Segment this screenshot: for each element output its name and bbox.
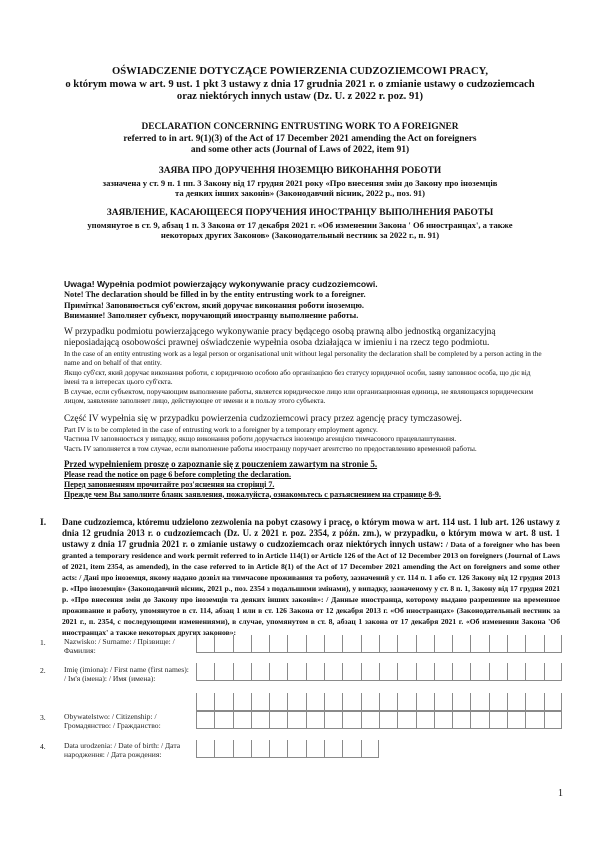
surname-input[interactable]	[196, 635, 562, 653]
title-ru-heading: ЗАЯВЛЕНИЕ, КАСАЮЩЕЕСЯ ПОРУЧЕНИЯ ИНОСТРАНЦУ ВЫПОЛНЕНИЯ РАБОТЫ	[106, 208, 494, 218]
section-1-text-pl: Dane cudzoziemca, któremu udzielono zezwolenia na pobyt czasowy i pracę, o którym mowa w art. 114 ust. 1 lub art. 126 ustawy z dnia 12 grudnia 2013 r. o cudzoziemcach (Dz. U. z 2021 r. poz. 2354, z późn. zm.), w przypadku, o którym mowa w art. 8 ust. 1 ustawy z dnia 17 grudnia 2021 r. o zmianie ustawy o cudzoziemcach oraz niektórych innych ustaw:	[62, 517, 560, 549]
citizenship-label: Obywatelstwo: / Citizenship: / Громадянство: / Гражданство:	[64, 712, 161, 731]
part-iv-note	[64, 414, 548, 453]
section-1-text-translations: / Data of a foreigner who has been granted a temporary residence and work permit referred to in Article 114(1) or Article 126 of the Act of 12 December 2013 on foreigners (Journal of Laws of 2021, item 2354, as amended), in the case referred to in Article 8(1) of the Act of 17 December 2021 amending the Act on foreigners and some other acts: / Дані про іноземця, якому надано дозвіл на тимчасове проживання та роботу, зазначений у ст. 114 п. 1 або ст. 126 Закону від 12 грудня 2013 р. «Про іноземців» (Законодавчий вісник, 2021 р., поз. 2354 з подальшими змінами), у випадку, зазначеному у ст. 8 п. 1, Закону від 17 грудня 2021 р. «Про внесення змін до Закону про іноземців та деяких інших законів»: / Данные иностранца, которому выдано разрешение на временное проживание и работу, упомянутое в ст. 114, абзац 1 или в ст. 126 Закона от 12 декабря 2013 г. «Об иностранцах» (Законодательный вестник за 2021 г., п. 2354, с последующими изменениями), в случае, упомянутом в ст. 8, абзац 1 закона от 17 декабря 2021 г. «Об изменении Закона 'Об иностранцах' а также некоторых других законов»:	[62, 540, 560, 637]
date-of-birth-label: Data urodzenia: / Date of birth: / Дата народження: / Дата рождения:	[64, 741, 181, 760]
first-name-label: Imię (imiona): / First name (first names): / Ім'я (імена): / Имя (имена):	[64, 665, 189, 684]
title-en-heading: DECLARATION CONCERNING ENTRUSTING WORK TO A FOREIGNER	[141, 122, 459, 132]
notice-en: Note! The declaration should be filled in by the entity entrusting work to a foreigner.	[64, 290, 366, 299]
title-ukrainian	[40, 166, 560, 199]
read-instructions-notice	[64, 459, 554, 499]
section-number: I.	[40, 517, 47, 528]
part-iv-uk: Частина IV заповнюється у випадку, якщо виконання роботи доручається іноземцю агенцією тимчасового працевлаштування.	[64, 434, 457, 444]
notice-uk: Примітка! Заповнюється суб'єктом, який доручає виконання роботи іноземцю.	[64, 300, 364, 310]
read-notice-en: Please read the notice on page 6 before completing the declaration.	[64, 470, 291, 479]
legal-note-pl: W przypadku podmiotu powierzającego wykonywanie pracy będącego osobą prawną albo jednostką organizacyjną nieposiadającą osobowości prawnej oświadczenie wypełnia osoba działająca w imieniu i na rzecz tego podmiotu.	[64, 327, 496, 348]
title-en-sub-2: and some other acts (Journal of Laws of 2022, item 91)	[190, 145, 410, 155]
title-polish	[40, 66, 560, 104]
legal-note-uk: Якщо суб'єкт, який доручає виконання роботи, є юридичною особою або організацією без статусу юридичної особи, заяву заповнює особа, що діє від імені та в інтересах цього суб'єкта.	[64, 367, 531, 387]
field-4-number: 4.	[40, 742, 46, 751]
title-uk-sub-2: та деяких інших законів» (Законодавчий вісник, 2022 р., поз. 91)	[175, 188, 425, 199]
title-en-sub-1: referred to in art. 9(1)(3) of the Act of 17 December 2021 amending the Act on foreigners	[123, 133, 477, 144]
read-notice-uk: Перед заповненням прочитайте роз'яснення на сторінці 7.	[64, 479, 275, 489]
title-uk-sub-1: зазначена у ст. 9 п. 1 пп. 3 Закону від 17 грудня 2021 року «Про внесення змін до Закону про іноземців	[102, 177, 498, 188]
first-name-input[interactable]	[196, 663, 562, 681]
citizenship-input[interactable]	[196, 711, 562, 729]
date-of-birth-input[interactable]	[196, 740, 379, 758]
fill-notice	[64, 279, 544, 322]
title-uk-heading: ЗАЯВА ПРО ДОРУЧЕННЯ ІНОЗЕМЦЮ ВИКОНАННЯ РОБОТИ	[158, 166, 442, 176]
field-3-number: 3.	[40, 713, 46, 722]
title-russian	[40, 208, 560, 241]
field-2-number: 2.	[40, 666, 46, 675]
title-ru-sub-2: некоторых других Законов» (Законодательный вестник за 2022 г., п. 91)	[160, 230, 440, 241]
legal-note-en: In the case of an entity entrusting work as a legal person or organisational unit without legal personality the declaration shall be completed by a person acting in the name and on behalf of that entity.	[64, 349, 542, 368]
notice-pl: Uwaga! Wypełnia podmiot powierzający wykonywanie pracy cudzoziemcowi.	[64, 279, 378, 289]
title-english	[40, 122, 560, 157]
section-1-description	[62, 517, 560, 638]
title-pl-sub-1: o którym mowa w art. 9 ust. 1 pkt 3 ustawy z dnia 17 grudnia 2021 r. o zmianie ustawy o cudzoziemcach	[65, 78, 535, 90]
first-name-input-line-2[interactable]	[196, 693, 562, 711]
page-number: 1	[558, 788, 563, 799]
field-1-number: 1.	[40, 638, 46, 647]
part-iv-en: Part IV is to be completed in the case of entrusting work to a foreigner by a temporary employment agency.	[64, 425, 378, 434]
surname-label: Nazwisko: / Surname: / Прізвище: / Фамилия:	[64, 637, 175, 656]
legal-person-note	[64, 327, 548, 405]
title-pl-sub-2: oraz niektórych innych ustaw (Dz. U. z 2022 r. poz. 91)	[176, 91, 424, 102]
read-notice-pl: Przed wypełnieniem proszę o zapoznanie się z pouczeniem zawartym na stronie 5.	[64, 459, 378, 469]
legal-note-ru: В случае, если субъектом, поручающим выполнение работы, является юридическое лицо или организационная единица, не являющаяся юридическим лицом, заявление заполняет лицо, действующее от имени и в пользу этого субъекта.	[64, 386, 534, 406]
notice-ru: Внимание! Заполняет субъект, поручающий иностранцу выполнение работы.	[64, 311, 359, 321]
part-iv-ru: Часть IV заполняется в том случае, если выполнение работы иностранцу поручает агентство по предоставлению временной работы.	[64, 443, 477, 453]
title-ru-sub-1: упомянутое в ст. 9, абзац 1 п. 3 Закона от 17 декабря 2021 г. «Об изменении Закона ' Об иностранцах', а также	[87, 219, 513, 230]
title-pl-heading: OŚWIADCZENIE DOTYCZĄCE POWIERZENIA CUDZOZIEMCOWI PRACY,	[111, 66, 489, 77]
read-notice-ru: Прежде чем Вы заполните бланк заявления, пожалуйста, ознакомьтесь с разъяснением на странице 8-9.	[64, 489, 441, 499]
part-iv-pl: Część IV wypełnia się w przypadku powierzenia cudzoziemcowi pracy przez agencję pracy tymczasowej.	[64, 414, 462, 424]
